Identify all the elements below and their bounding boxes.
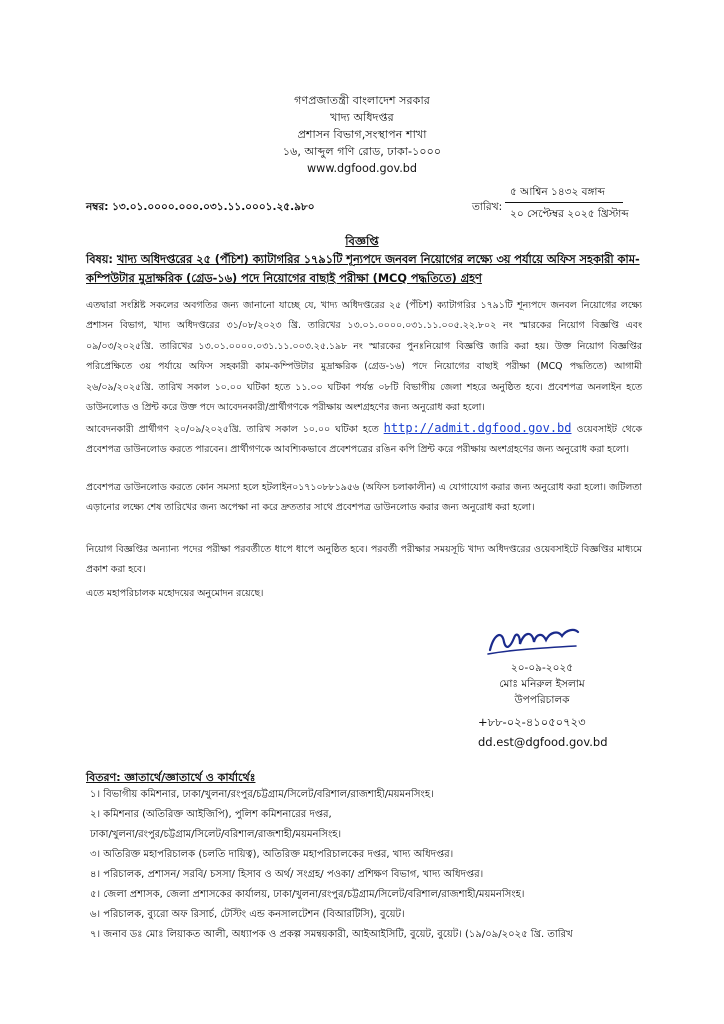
- signatory-email: dd.est@dgfood.gov.bd: [478, 735, 608, 749]
- paragraph-admit-text-before: আবেদনকারী প্রার্থীগণ ২০/০৯/২০২৫খ্রি. তারিখ সকাল ১০.০০ ঘটিকা হতে: [86, 424, 384, 435]
- date-block: [510, 181, 629, 225]
- subject-label: বিষয়:: [86, 253, 113, 266]
- subject-line: [86, 250, 646, 288]
- distribution-item: ২। কমিশনার (অতিরিক্ত আইজিপি), পুলিশ কমিশনারের দপ্তর,: [90, 809, 332, 820]
- department-name: খাদ্য অধিদপ্তর: [330, 111, 394, 124]
- date-english: ২০ সেপ্টেম্বর ২০২৫ খ্রিস্টাব্দ: [510, 208, 629, 220]
- distribution-item: ৭। জনাব ডঃ মোঃ লিয়াকত আলী, অধ্যাপক ও প্রকল্প সমন্বয়কারী, আইআইসিটি, বুয়েট, বুয়েট। (১৯/০৯/২০২৫ খ্রি. তারিখ: [90, 929, 573, 940]
- paragraph-admit-text-after: ওয়েবসাইট থেকে প্রবেশপত্র ডাউনলোড করতে পারবেন। প্রার্থীগণকে আবশ্যিকভাবে প্রবেশপত্রের রঙিন কপি প্রিন্ট করে পরীক্ষায় অংশগ্রহণের জন্য অনুরোধ করা হলো।: [86, 424, 642, 456]
- office-address: ১৬, আব্দুল গণি রোড, ঢাকা-১০০০: [282, 145, 442, 158]
- signature-date: ২০-০৯-২০২৫: [510, 662, 574, 674]
- paragraph-admit-download: [86, 418, 642, 461]
- date-divider: [505, 202, 623, 203]
- signature-block: [482, 660, 602, 708]
- paragraph-next-exams: নিয়োগ বিজ্ঞপ্তির অন্যান্য পদের পরীক্ষা পরবর্তীতে ধাপে ধাপে অনুষ্ঠিত হবে। পরবর্তী পরীক্ষার সময়সূচি খাদ্য অধিদপ্তরের ওয়েবসাইটে বিজ্ঞপ্তির মাধ্যমে প্রকাশ করা হবে।: [86, 544, 642, 576]
- subject-text: খাদ্য অধিদপ্তরের ২৫ (পঁচিশ) ক্যাটাগরির ১৭৯১টি শূন্যপদে জনবল নিয়োগের লক্ষ্যে ৩য় পর্যায়ে অফিস সহকারী কাম-কম্পিউটার মুদ্রাক্ষরিক (গ্রেড-১৬) পদে নিয়োগের বাছাই পরীক্ষা (MCQ পদ্ধতিতে) গ্রহণ: [86, 253, 640, 285]
- distribution-list: [90, 785, 690, 945]
- paragraph-hotline: প্রবেশপত্র ডাউনলোড করতে কোন সমস্যা হলে হটলাইন০১৭১০৮৮১৯৫৬ (অফিস চলাকালীন) এ যোগাযোগ করার জন্য অনুরোধ করা হলো। জটিলতা এড়ানোর লক্ষ্যে শেষ তারিখের জন্য অপেক্ষা না করে দ্রুততার সাথে প্রবেশপত্র ডাউনলোড করার জন্য অনুরোধ করা হলো।: [86, 482, 642, 514]
- memo-number: নম্বর: ১৩.০১.০০০০.০০০.০৩১.১১.০০০১.২৫.৯৮০: [86, 201, 315, 213]
- distribution-item: ৩। অতিরিক্ত মহাপরিচালক (চলতি দায়িত্ব), অতিরিক্ত মহাপরিচালকের দপ্তর, খাদ্য অধিদপ্তর।: [90, 849, 454, 860]
- paragraph-approval: এতে মহাপরিচালক মহোদয়ের অনুমোদন রয়েছে।: [86, 588, 264, 599]
- distribution-item: ৬। পরিচালক, ব্যুরো অফ রিসার্চ, টেস্টিং এন্ড কনসালটেশন (বিআরটিসি), বুয়েট।: [90, 909, 405, 920]
- letterhead: [0, 92, 724, 177]
- government-name: গণপ্রজাতন্ত্রী বাংলাদেশ সরকার: [294, 94, 430, 107]
- distribution-item: ১। বিভাগীয় কমিশনার, ঢাকা/খুলনা/রংপুর/চট্টগ্রাম/সিলেট/বরিশাল/রাজশাহী/ময়মনসিংহ।: [90, 789, 434, 800]
- paragraph-main: এতদ্বারা সংশ্লিষ্ট সকলের অবগতির জন্য জানানো যাচ্ছে যে, খাদ্য অধিদপ্তরের ২৫ (পঁচিশ) ক্যাটাগরির ১৭৯১টি শূন্যপদে জনবল নিয়োগের লক্ষ্যে প্রশাসন বিভাগ, খাদ্য অধিদপ্তরের ৩১/০৮/২০২৩ খ্রি. তারিখের ১৩.০১.০০০০.০৩১.১১.০০৫.২২.৮০২ নং স্মারকের নিয়োগ বিজ্ঞপ্তি এবং ০৯/০৩/২০২৫খ্রি. তারিখের ১৩.০১.০০০০.০৩১.১১.০০৩.২৫.১৯৮ নং স্মারকের পুনঃনিয়োগ বিজ্ঞপ্তি জারি করা হয়। উক্ত নিয়োগ বিজ্ঞপ্তির পরিপ্রেক্ষিতে ৩য় পর্যায়ে অফিস সহকারী কাম-কম্পিউটার মুদ্রাক্ষরিক (গ্রেড-১৬) পদে নিয়োগের বাছাই পরীক্ষা (MCQ পদ্ধতিতে) আগামী ২৬/০৯/২০২৫খ্রি. তারিখ সকাল ১০.০০ ঘটিকা হতে ১১.০০ ঘটিকা পর্যন্ত ০৮টি বিভাগীয় জেলা শহরে অনুষ্ঠিত হবে। প্রবেশপত্র অনলাইন হতে ডাউনলোড ও প্রিন্ট করে উক্ত পদে আবেদনকারী/প্রার্থীগণকে পরীক্ষায় অংশগ্রহণের জন্য অনুরোধ করা হলো।: [86, 300, 642, 414]
- distribution-item: ঢাকা/খুলনা/রংপুর/চট্টগ্রাম/সিলেট/বরিশাল/রাজশাহী/ময়মনসিংহ।: [90, 829, 342, 840]
- signature-mark: [480, 620, 600, 660]
- date-label: তারিখ:: [472, 201, 503, 213]
- admit-website-link[interactable]: http://admit.dgfood.gov.bd: [383, 421, 572, 435]
- distribution-item: ৪। পরিচালক, প্রশাসন/ সরবি/ চসসা/ হিসাব ও অর্থ/ সংগ্রহ/ পওকা/ প্রশিক্ষণ বিভাগ, খাদ্য অধিদপ্তর।: [90, 869, 484, 880]
- distribution-title: বিতরণ: জ্ঞাতার্থে/জ্ঞাতার্থে ও কার্যার্থেঃ: [86, 771, 256, 784]
- notice-title-text: বিজ্ঞপ্তি: [345, 234, 379, 248]
- website-text: www.dgfood.gov.bd: [307, 162, 417, 175]
- division-name: প্রশাসন বিভাগ,সংস্থাপন শাখা: [297, 128, 427, 141]
- signatory-designation: উপপরিচালক: [514, 694, 570, 706]
- signatory-name: মোঃ মনিরুল ইসলাম: [499, 678, 585, 690]
- date-bangla: ৫ আশ্বিন ১৪৩২ বঙ্গাব্দ: [510, 186, 605, 198]
- signatory-phone: +৮৮-০২-৪১০৫০৭২৩: [478, 715, 586, 729]
- signatory-contact: [478, 712, 608, 752]
- distribution-item: ৫। জেলা প্রশাসক, জেলা প্রশাসকের কার্যালয়, ঢাকা/খুলনা/রংপুর/চট্টগ্রাম/সিলেট/বরিশাল/রাজশাহী/ময়মনসিংহ।: [90, 889, 525, 900]
